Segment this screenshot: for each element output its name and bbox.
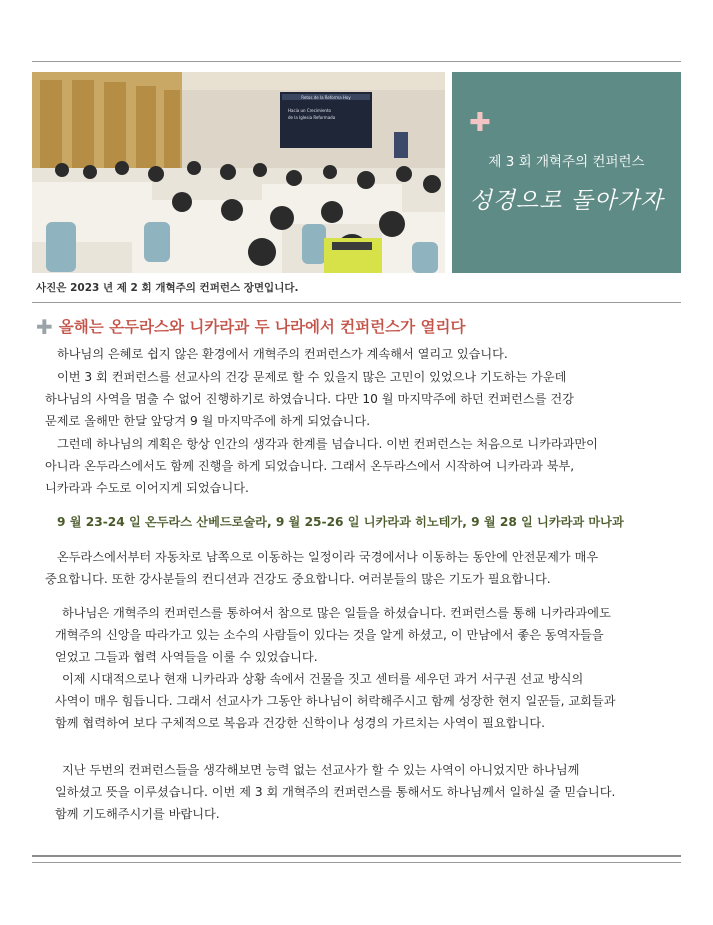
paragraph-line: 하나님의 사역을 멈출 수 없어 진행하기로 하였습니다. 다만 10 월 마지막주에 하던 컨퍼런스를 건강 <box>45 392 574 406</box>
paragraph-line: 이번 3 회 컨퍼런스를 선교사의 건강 문제로 할 수 있을지 많은 고민이 있었으나 기도하는 가운데 <box>57 370 567 384</box>
paragraph-line: 사역이 매우 힘듭니다. 그래서 선교사가 그동안 하나님이 허락해주시고 함께 성장한 현지 일꾼들, 교회들과 <box>55 694 616 708</box>
slogan: 성경으로 돌아가자 <box>469 188 664 214</box>
caption-rule <box>32 302 681 303</box>
photo-caption: 사진은 2023 년 제 2 회 개혁주의 컨퍼런스 장면입니다. <box>36 282 299 294</box>
paragraph-line: 함께 기도해주시기를 바랍니다. <box>55 807 220 821</box>
title-panel <box>452 72 681 273</box>
paragraph-line: 중요합니다. 또한 강사분들의 컨디션과 건강도 중요합니다. 여러분들의 많은 기도가 필요합니다. <box>45 572 551 586</box>
bottom-rule-thin <box>32 862 681 863</box>
paragraph-line: 개혁주의 신앙을 따라가고 있는 소수의 사람들이 있다는 것을 알게 하셨고, 이 만남에서 좋은 동역자들을 <box>55 628 604 642</box>
slide-heading: Retos de la Reforma Hoy <box>301 95 351 100</box>
section-headline <box>36 313 465 337</box>
paragraph-line: 온두라스에서부터 자동차로 남쪽으로 이동하는 일정이라 국경에서나 이동하는 동안에 안전문제가 매우 <box>57 550 599 564</box>
slide-line: de la Iglesia Reformada <box>288 115 336 120</box>
headline-text: 올해는 온두라스와 니카라과 두 나라에서 컨퍼런스가 열리다 <box>58 318 466 336</box>
paragraph-line: 일하셨고 뜻을 이루셨습니다. 이번 제 3 회 개혁주의 컨퍼런스를 통해서도 하나님께서 일하실 줄 믿습니다. <box>55 785 616 799</box>
paragraph-line: 아니라 온두라스에서도 함께 진행을 하게 되었습니다. 그래서 온두라스에서 시작하여 니카라과 북부, <box>45 459 575 473</box>
plus-icon: ✚ <box>36 315 53 339</box>
paragraph-line: 이제 시대적으로나 현재 니카라과 상황 속에서 건물을 짓고 센터를 세우던 과거 서구권 선교 방식의 <box>62 672 584 686</box>
paragraph-line: 함께 협력하여 보다 구체적으로 복음과 건강한 신학이나 성경의 가르치는 사역이 필요합니다. <box>55 716 545 730</box>
plus-icon: ✚ <box>469 108 491 138</box>
paragraph: 하나님의 은혜로 쉽지 않은 환경에서 개혁주의 컨퍼런스가 계속해서 열리고 있습니다. <box>57 347 508 361</box>
paragraph-line: 문제로 올해만 한달 앞당겨 9 월 마지막주에 하게 되었습니다. <box>45 414 371 428</box>
paragraph-line: 하나님은 개혁주의 컨퍼런스를 통하여서 참으로 많은 일들을 하셨습니다. 컨퍼런스를 통해 니카라과에도 <box>62 606 611 620</box>
conference-photo <box>32 72 445 273</box>
bottom-rule <box>32 855 681 857</box>
top-rule <box>32 61 681 62</box>
slide-line: Hacia un Crecimiento <box>288 108 331 113</box>
paragraph-line: 그런데 하나님의 계획은 항상 인간의 생각과 한계를 넘습니다. 이번 컨퍼런스는 처음으로 니카라과만이 <box>57 437 598 451</box>
paragraph-line: 니카라과 수도로 이어지게 되었습니다. <box>45 481 249 495</box>
schedule-dates: 9 월 23-24 일 온두라스 산베드로술라, 9 월 25-26 일 니카라과 히노테가, 9 월 28 일 니카라과 마나과 <box>57 515 624 529</box>
conference-title: 제 3 회 개혁주의 컨퍼런스 <box>488 154 645 170</box>
paragraph-line: 얻었고 그들과 협력 사역들을 이룰 수 있었습니다. <box>55 650 318 664</box>
paragraph-line: 지난 두번의 컨퍼런스들을 생각해보면 능력 없는 선교사가 할 수 있는 사역이 아니었지만 하나님께 <box>62 763 580 777</box>
